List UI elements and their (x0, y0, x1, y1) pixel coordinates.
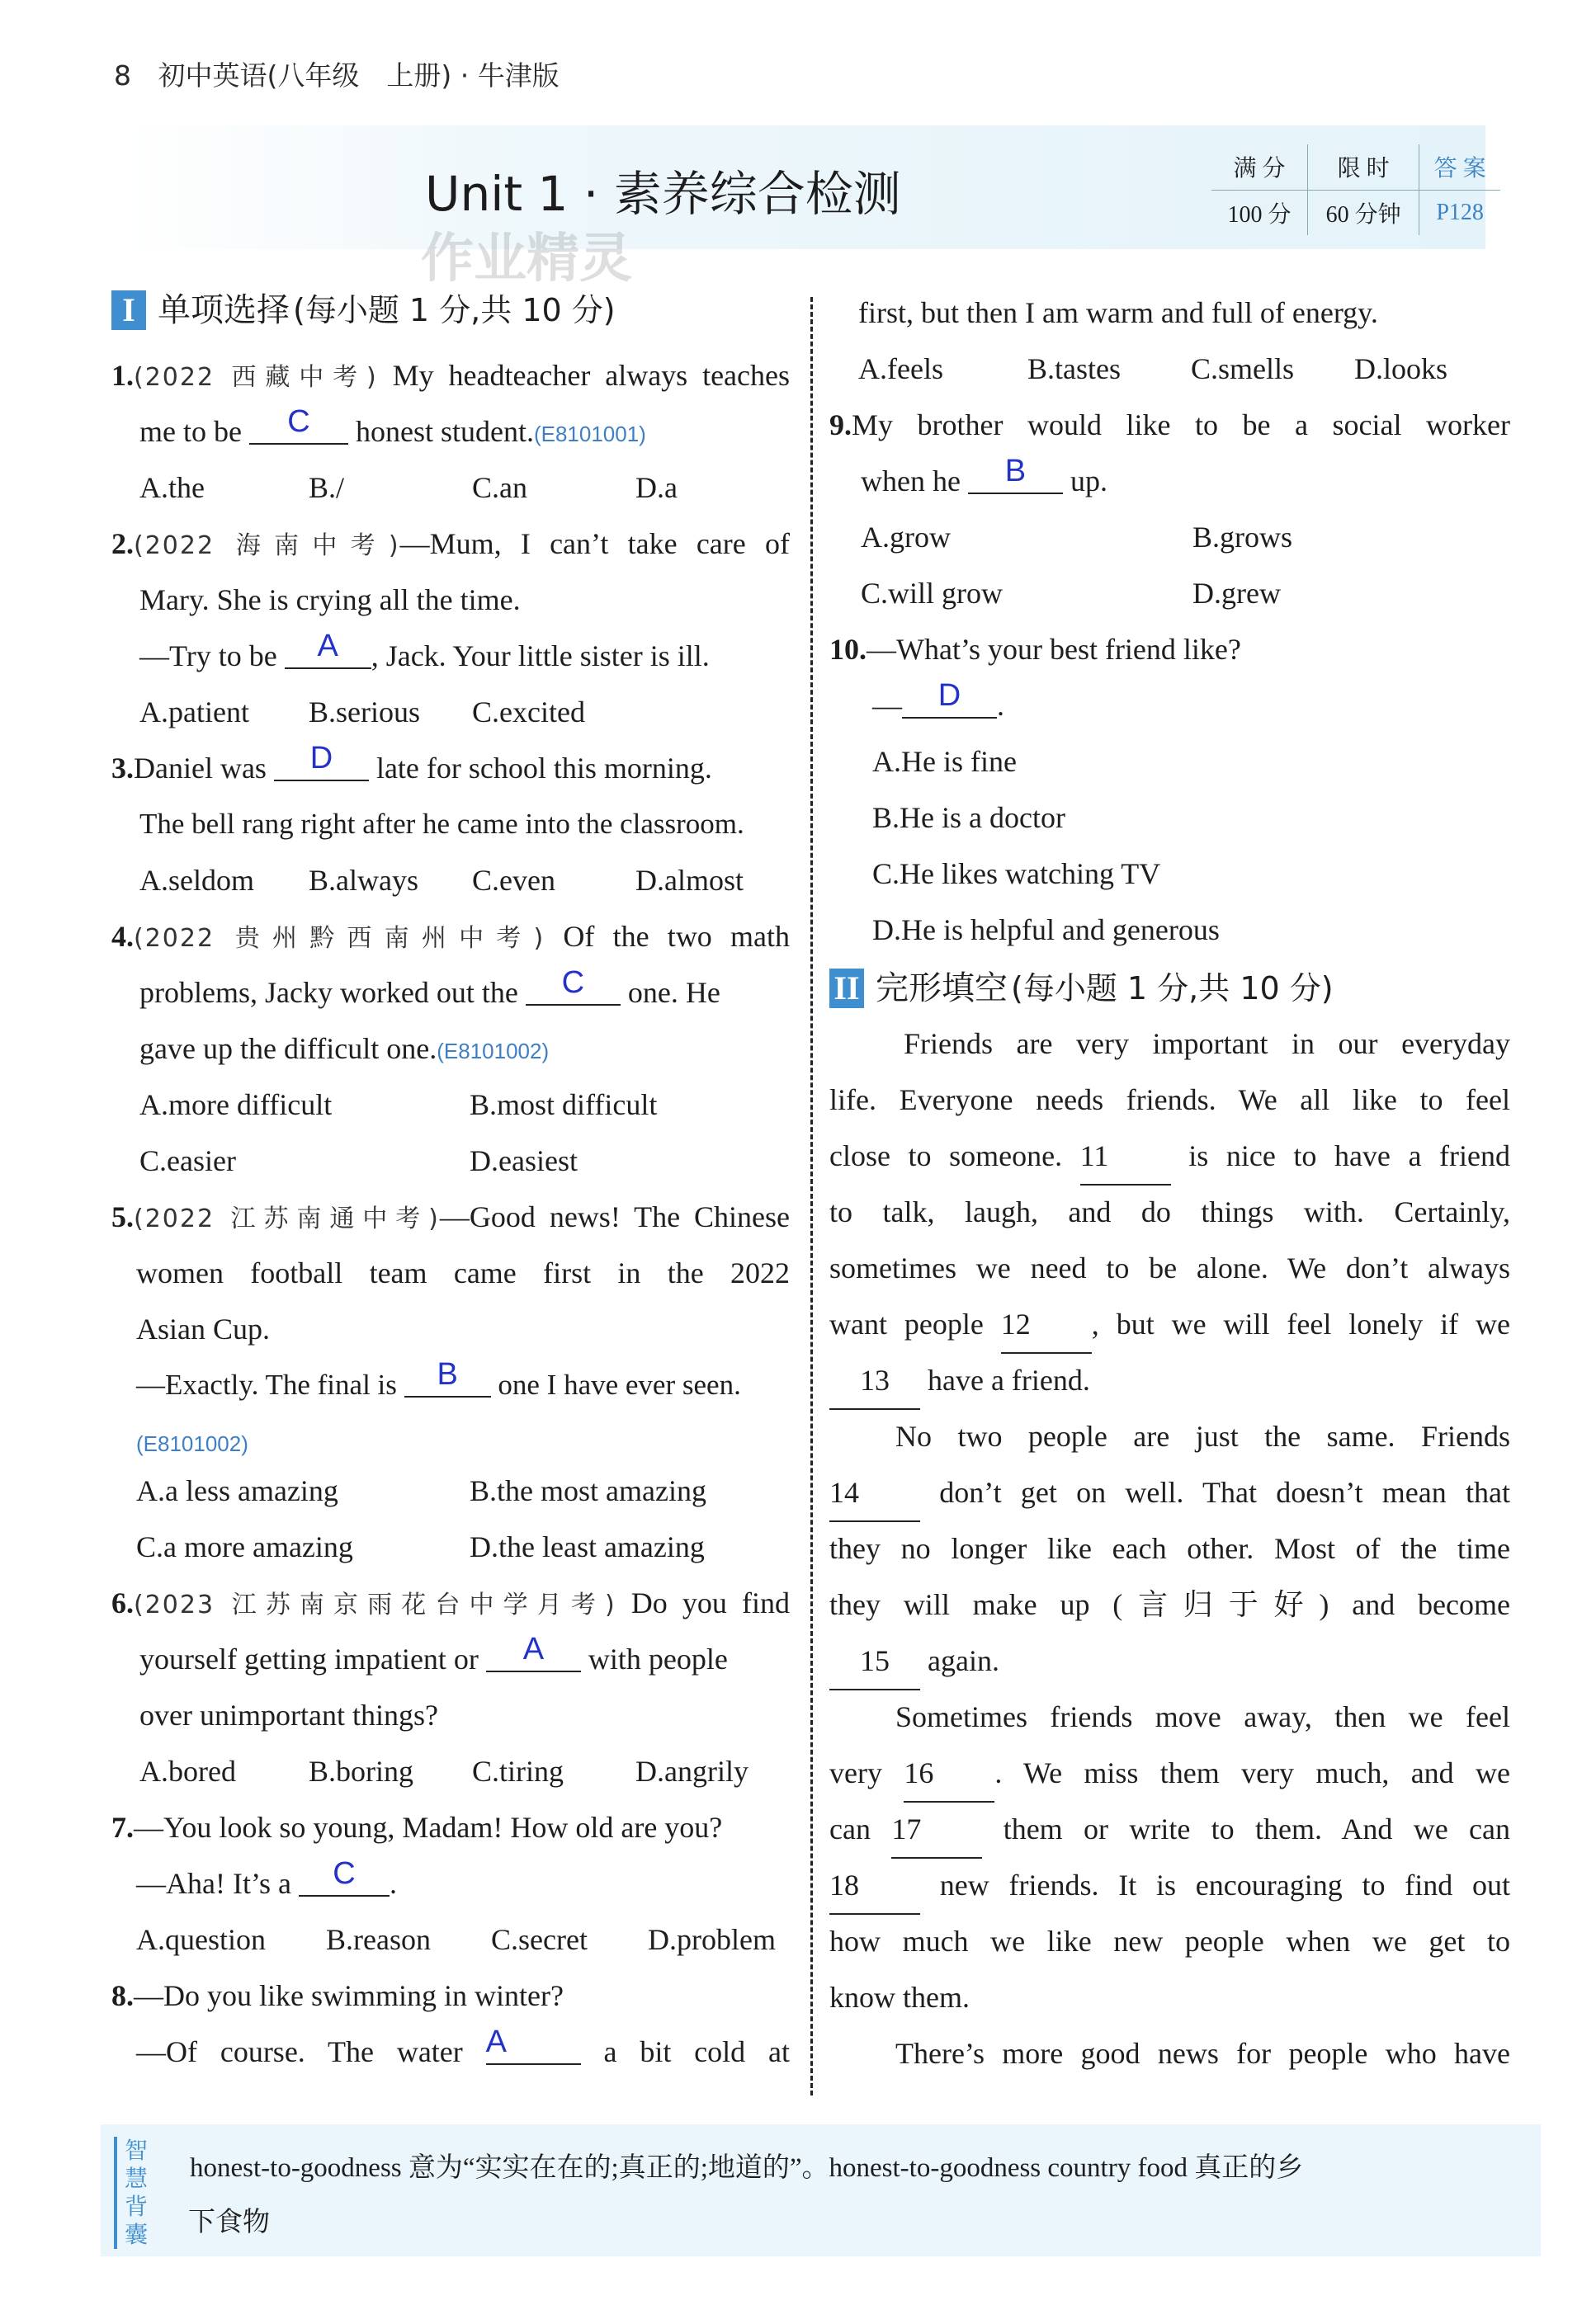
q10-option-b[interactable]: B.He is a doctor (872, 801, 1065, 834)
q3-option-c[interactable]: C.even (472, 864, 555, 897)
q7-text2b: . (389, 1867, 397, 1900)
q3-options (111, 852, 790, 908)
q5-number: 5. (111, 1200, 134, 1233)
q1-text2a: me to be (139, 415, 242, 448)
q10-option-c[interactable]: C.He likes watching TV (872, 857, 1161, 890)
footer-text-line2: 下食物 (188, 2208, 270, 2237)
cloze-text14a: very (829, 1756, 882, 1789)
q7-line2 (111, 1855, 790, 1912)
q1-text1: My headteacher always teaches (392, 359, 791, 392)
q5-line4 (111, 1357, 790, 1413)
cloze-text16b: new friends. It is encouraging to find out (939, 1869, 1510, 1902)
cloze-text9b: don’t get on well. That doesn’t mean that (939, 1476, 1511, 1509)
q2-option-a[interactable]: A.patient (139, 695, 249, 728)
q4-code: (E8101002) (437, 1039, 550, 1063)
q10-number: 10. (829, 633, 867, 666)
q8-text2b: a bit cold at (603, 2035, 790, 2068)
footer-text-line1: honest-to-goodness 意为“实实在在的;真正的;地道的”。honest-to-goodness country food 真正的乡 (190, 2153, 1304, 2183)
q9-answer-blank[interactable] (968, 456, 1063, 494)
cloze-line19: There’s more good news for people who have (895, 2037, 1510, 2070)
q6-option-d[interactable]: D.angrily (635, 1755, 748, 1788)
cloze-blank-12[interactable]: 12 (1001, 1296, 1092, 1354)
q7-number: 7. (111, 1811, 134, 1844)
answer-page: P128 (1436, 199, 1484, 225)
q2-answer: A (317, 629, 338, 663)
q7-option-c[interactable]: C.secret (491, 1923, 588, 1956)
q9-options-row1 (829, 509, 1510, 565)
watermark: 作业精灵 (421, 229, 632, 290)
page-number: 8 (114, 59, 131, 92)
q6-option-c[interactable]: C.tiring (472, 1755, 564, 1788)
cloze-text15b: them or write to them. And we can (1003, 1813, 1511, 1846)
q8-text3: first, but then I am warm and full of energy. (858, 296, 1378, 329)
q3-option-d[interactable]: D.almost (635, 864, 744, 897)
q2-line3 (111, 628, 790, 684)
cloze-blank-13[interactable]: 13 (829, 1352, 920, 1410)
book-title: 初中英语(八年级 上册) · 牛津版 (158, 59, 560, 92)
q4-answer-blank[interactable] (526, 965, 621, 1006)
q9-option-d[interactable]: D.grew (1192, 577, 1281, 610)
answer-label: 答 案 (1419, 144, 1500, 190)
q1-line1 (111, 347, 790, 403)
q4-text1: Of the two math (563, 920, 791, 953)
q3-line1 (111, 740, 790, 796)
q5-options-row2 (111, 1519, 790, 1575)
cloze-blank-17[interactable]: 17 (891, 1801, 982, 1859)
q4-options-row2 (111, 1133, 790, 1189)
q2-text2: Mary. She is crying all the time. (139, 583, 521, 616)
q5-code: (E8101002) (136, 1431, 248, 1456)
q7-option-b[interactable]: B.reason (326, 1923, 431, 1956)
q2-text3b: , Jack. Your little sister is ill. (371, 639, 710, 672)
cloze-line10: they no longer like each other. Most of the time (829, 1532, 1510, 1565)
q8-option-c[interactable]: C.smells (1191, 352, 1295, 385)
cloze-line7 (829, 1352, 1510, 1408)
cloze-text3b: is nice to have a friend (1188, 1139, 1510, 1172)
q7-answer-blank[interactable] (299, 1856, 390, 1897)
q10-answer-blank[interactable] (902, 678, 997, 719)
q8-option-b[interactable]: B.tastes (1027, 352, 1121, 385)
q1-answer-blank[interactable] (249, 404, 348, 445)
q9-option-c[interactable]: C.will grow (861, 577, 1004, 610)
q4-options-row1 (111, 1077, 790, 1133)
q4-text2a: problems, Jacky worked out the (139, 976, 518, 1009)
time-limit-value: 60 分钟 (1307, 190, 1419, 235)
q8-options (829, 341, 1510, 397)
cloze-blank-18[interactable]: 18 (829, 1857, 920, 1915)
q1-option-b[interactable]: B./ (309, 471, 345, 504)
cloze-text6b: , but we will feel lonely if we (1091, 1308, 1511, 1341)
cloze-line13: Sometimes friends move away, then we feel (895, 1700, 1510, 1733)
q3-text1b: late for school this morning. (375, 752, 712, 785)
q6-line1 (111, 1575, 790, 1631)
q2-source: (2022 海南中考) (134, 531, 400, 560)
footer-tag: 智慧背囊 (114, 2137, 155, 2249)
q2-option-c[interactable]: C.excited (472, 695, 585, 728)
cloze-line12 (829, 1633, 1510, 1689)
q6-line2 (111, 1631, 790, 1687)
cloze-line17: how much we like new people when we get to (829, 1925, 1510, 1958)
q6-option-b[interactable]: B.boring (309, 1755, 414, 1788)
q8-answer: A (485, 2025, 507, 2059)
q2-answer-blank[interactable] (285, 631, 371, 669)
q5-text1: —Good news! The Chinese (439, 1200, 790, 1233)
q6-text2a: yourself getting impatient or (139, 1643, 479, 1676)
section2-roman: II (829, 969, 864, 1008)
cloze-line4: to talk, laugh, and do things with. Certainly, (829, 1195, 1510, 1228)
q2-option-b[interactable]: B.serious (309, 695, 420, 728)
q5-code-line (111, 1413, 790, 1463)
cloze-line5: sometimes we need to be alone. We don’t always (829, 1252, 1510, 1285)
full-score-label: 满 分 (1211, 144, 1307, 190)
cloze-text7b: have a friend. (928, 1364, 1090, 1397)
cloze-line8: No two people are just the same. Friends (895, 1420, 1510, 1453)
q4-answer: C (561, 965, 585, 1000)
q9-text2b: up. (1070, 464, 1107, 497)
q4-option-b[interactable]: B.most difficult (470, 1088, 658, 1121)
score-box (1211, 144, 1500, 235)
q4-line1 (111, 908, 790, 964)
q1-code: (E8101001) (533, 422, 646, 446)
q10-text2b: . (997, 689, 1004, 722)
q3-answer-blank[interactable] (274, 743, 369, 781)
q6-number: 6. (111, 1586, 134, 1619)
cloze-line3 (829, 1128, 1510, 1184)
q4-text2b: one. He (627, 976, 720, 1009)
q8-answer-blank[interactable] (486, 2027, 581, 2065)
q5-option-b[interactable]: B.the most amazing (470, 1474, 706, 1507)
page-header (114, 54, 578, 93)
q5-source: (2022 江苏南通中考) (134, 1204, 440, 1233)
q4-text3: gave up the difficult one. (139, 1032, 437, 1065)
cloze-text12b: again. (928, 1644, 999, 1677)
full-score-value: 100 分 (1211, 190, 1307, 235)
q5-text3: Asian Cup. (136, 1313, 270, 1346)
section1-title: 单项选择 (158, 291, 290, 329)
left-column (111, 285, 790, 2080)
q3-text2: The bell rang right after he came into the classroom. (139, 808, 744, 840)
q9-options-row2 (829, 565, 1510, 621)
cloze-text14b: . We miss them very much, and we (994, 1756, 1510, 1789)
q7-answer: C (333, 1856, 356, 1891)
q8-text2a: —Of course. The water (136, 2035, 463, 2068)
q5-options-row1 (111, 1463, 790, 1519)
q10-answer: D (937, 678, 961, 713)
cloze-line18: know them. (829, 1981, 970, 2014)
q8-line2 (111, 2024, 790, 2080)
q10-text1: —What’s your best friend like? (867, 633, 1241, 666)
q4-option-a[interactable]: A.more difficult (139, 1088, 333, 1121)
footer-note (190, 2141, 1518, 2250)
q2-options (111, 684, 790, 740)
section2-heading (829, 961, 1510, 1016)
q7-text1: —You look so young, Madam! How old are you? (134, 1811, 723, 1844)
q3-option-a[interactable]: A.seldom (139, 864, 254, 897)
right-column (829, 285, 1510, 2081)
q8-line1 (111, 1968, 790, 2024)
q10-line2 (829, 677, 1510, 733)
q7-text2a: —Aha! It’s a (136, 1867, 291, 1900)
page-title: Unit 1 · 素养综合检测 (425, 166, 901, 222)
cloze-line2: life. Everyone needs friends. We all like to feel (829, 1083, 1510, 1116)
q3-number: 3. (111, 752, 134, 785)
q2-number: 2. (111, 527, 134, 560)
cloze-line14 (829, 1745, 1510, 1801)
q1-option-a[interactable]: A.the (139, 471, 205, 504)
cloze-blank-16[interactable]: 16 (904, 1745, 994, 1803)
q1-option-c[interactable]: C.an (472, 471, 527, 504)
q1-options (111, 460, 790, 516)
q8-option-a[interactable]: A.feels (858, 352, 943, 385)
q3-answer: D (309, 741, 333, 775)
q9-number: 9. (829, 408, 852, 441)
q3-option-b[interactable]: B.always (309, 864, 418, 897)
q4-option-c[interactable]: C.easier (139, 1144, 236, 1177)
cloze-text3a: close to someone. (829, 1139, 1063, 1172)
cloze-blank-15[interactable]: 15 (829, 1633, 920, 1690)
q5-answer: B (437, 1357, 458, 1392)
q9-text1: My brother would like to be a social worker (852, 408, 1510, 441)
cloze-blank-11[interactable]: 11 (1080, 1128, 1171, 1186)
time-limit-label: 限 时 (1307, 144, 1419, 190)
column-divider (810, 297, 813, 2095)
q9-answer: B (1004, 454, 1027, 488)
q1-number: 1. (111, 359, 134, 392)
cloze-line15 (829, 1801, 1510, 1857)
q9-line1 (829, 397, 1510, 453)
q9-option-a[interactable]: A.grow (861, 521, 951, 554)
q10-text2a: — (872, 689, 902, 722)
section1-roman: I (111, 290, 146, 330)
q10-option-d[interactable]: D.He is helpful and generous (872, 913, 1220, 946)
q5-line1 (111, 1189, 790, 1245)
q4-line2 (111, 964, 790, 1021)
q6-source: (2023 江苏南京雨花台中学月考) (134, 1591, 616, 1619)
q9-line2 (829, 453, 1510, 509)
q10-option-a[interactable]: A.He is fine (872, 745, 1017, 778)
q1-option-d[interactable]: D.a (635, 471, 678, 504)
q4-line3 (111, 1021, 790, 1077)
q5-text4b: one I have ever seen. (498, 1369, 741, 1401)
cloze-line11: they will make up (言归于好) and become (829, 1588, 1510, 1621)
q2-text3a: —Try to be (139, 639, 277, 672)
q8-number: 8. (111, 1979, 134, 2012)
section1-heading (111, 285, 790, 336)
q9-option-b[interactable]: B.grows (1192, 521, 1293, 554)
q6-text1: Do you find (630, 1586, 790, 1619)
q4-option-d[interactable]: D.easiest (470, 1144, 578, 1177)
cloze-line6 (829, 1296, 1510, 1352)
cloze-text15a: can (829, 1813, 871, 1846)
q5-option-c[interactable]: C.a more amazing (136, 1530, 353, 1563)
q2-text1: —Mum, I can’t take care of (399, 527, 790, 560)
q6-text3: over unimportant things? (139, 1699, 438, 1732)
cloze-line1: Friends are very important in our everyday (904, 1027, 1510, 1060)
q7-line1 (111, 1799, 790, 1855)
q6-text2b: with people (588, 1643, 728, 1676)
q1-text2b: honest student. (355, 415, 534, 448)
q5-text2: women football team came first in the 2022 (136, 1256, 790, 1289)
q6-answer: A (522, 1632, 545, 1666)
q2-line1 (111, 516, 790, 572)
q6-options (111, 1743, 790, 1799)
q9-text2a: when he (861, 464, 961, 497)
q1-answer: C (287, 404, 310, 439)
q3-text1a: Daniel was (134, 752, 267, 785)
q7-option-d[interactable]: D.problem (648, 1923, 776, 1956)
cloze-text6a: want people (829, 1308, 984, 1341)
q7-option-a[interactable]: A.question (136, 1923, 266, 1956)
q7-options (111, 1912, 790, 1968)
q6-option-a[interactable]: A.bored (139, 1755, 236, 1788)
q5-answer-blank[interactable] (404, 1357, 491, 1398)
cloze-line16 (829, 1857, 1510, 1913)
section1-note: (每小题 1 分,共 10 分) (293, 292, 616, 328)
q5-text4a: —Exactly. The final is (136, 1369, 397, 1401)
q6-answer-blank[interactable] (486, 1634, 581, 1672)
q4-source: (2022 贵州黔西南州中考) (134, 924, 545, 953)
q5-option-a[interactable]: A.a less amazing (136, 1474, 338, 1507)
section2-note: (每小题 1 分,共 10 分) (1011, 970, 1334, 1006)
q8-option-d[interactable]: D.looks (1354, 352, 1448, 385)
q1-source: (2022 西藏中考) (134, 363, 378, 392)
q5-option-d[interactable]: D.the least amazing (470, 1530, 705, 1563)
section2-title: 完形填空 (876, 969, 1008, 1007)
q1-line2 (111, 403, 790, 460)
q4-number: 4. (111, 920, 134, 953)
cloze-blank-14[interactable]: 14 (829, 1464, 920, 1522)
cloze-line9 (829, 1464, 1510, 1520)
q8-text1: —Do you like swimming in winter? (134, 1979, 564, 2012)
